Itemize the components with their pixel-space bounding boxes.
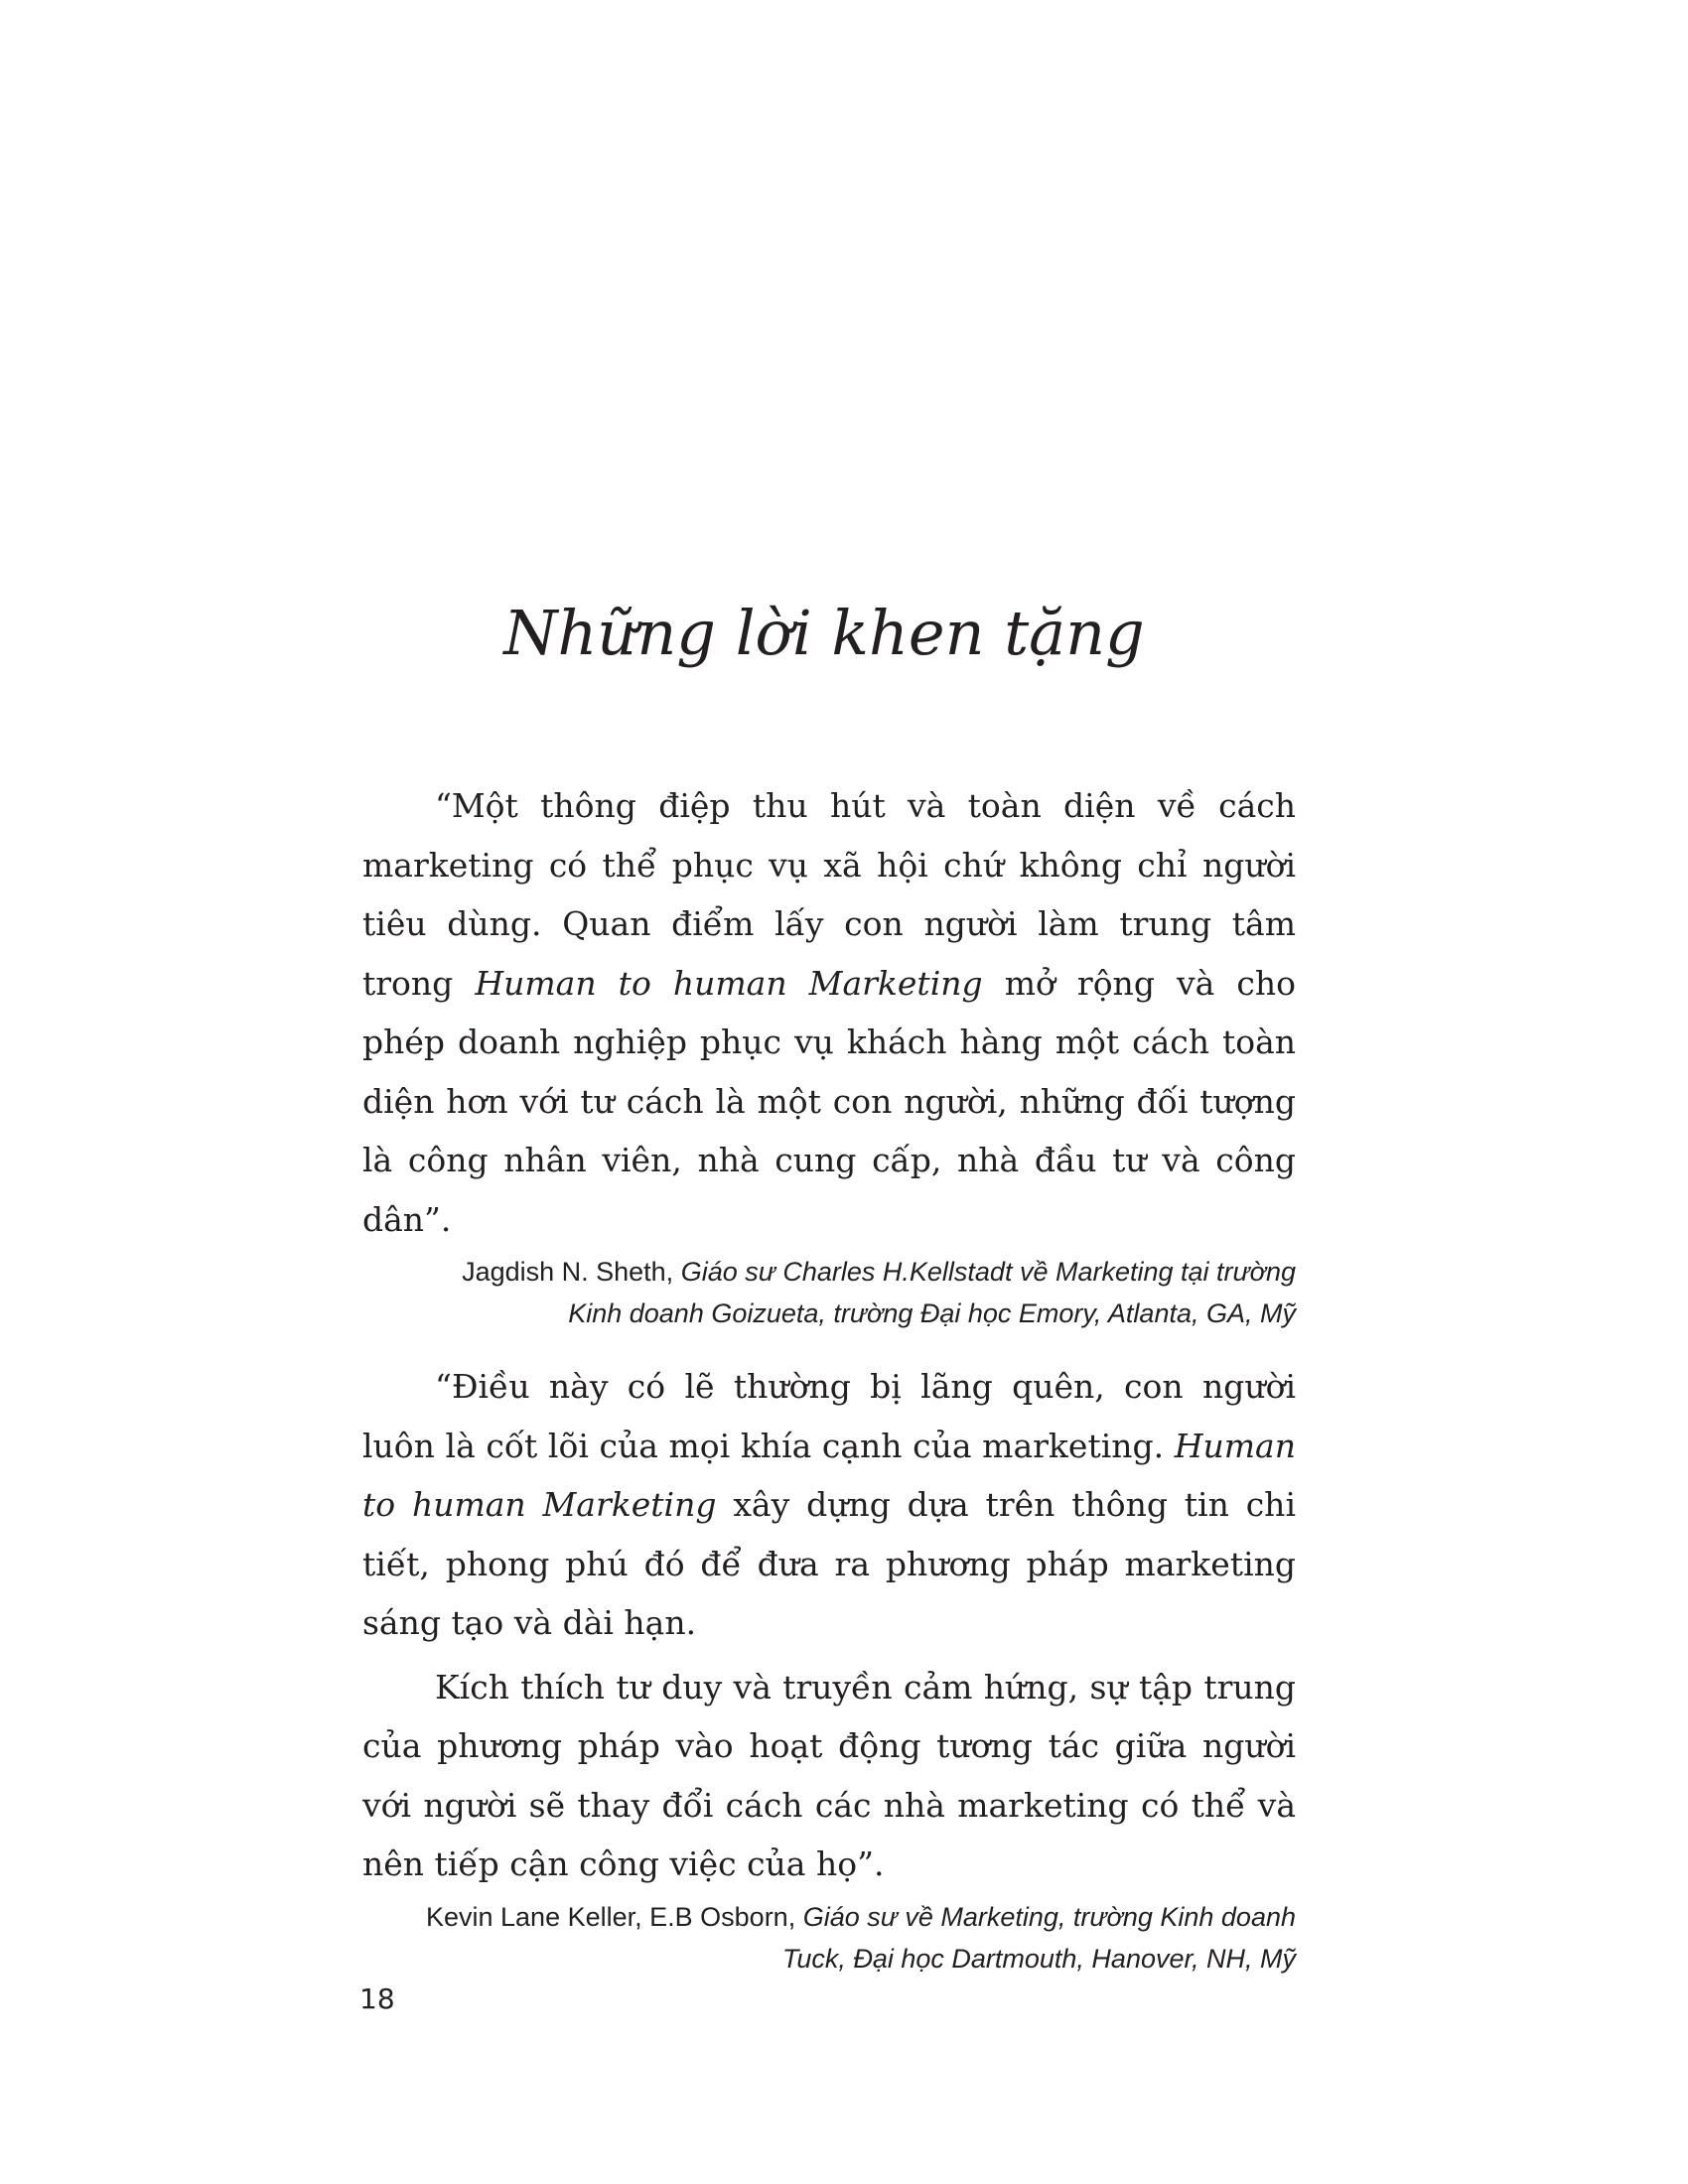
author-role: Giáo sư về Marketing, trường Kinh doanh Tuck, Đại học Dartmouth, Hanover, NH, Mỹ <box>781 1901 1296 1974</box>
testimonial-2-attribution <box>362 1896 1296 1979</box>
author-role: Giáo sư Charles H.Kellstadt về Marketing tại trường Kinh doanh Goizueta, trường Đại học Emory, Atlanta, GA, Mỹ <box>568 1257 1296 1328</box>
author-name: Kevin Lane Keller, E.B Osborn, <box>425 1901 803 1932</box>
author-name: Jagdish N. Sheth, <box>462 1257 681 1287</box>
testimonial-2 <box>362 1357 1296 1979</box>
testimonial-2-quote-2: Kích thích tư duy và truyền cảm hứng, sự tập trung của phương pháp vào hoạt động tương tác giữa người với người sẽ thay đổi cách các nhà marketing có thể và nên tiếp cận công việc của họ”. <box>362 1667 1296 1883</box>
testimonial-1 <box>362 776 1296 1334</box>
testimonial-1-quote: “Một thông điệp thu hút và toàn diện về cách marketing có thể phục vụ xã hội chứ không chỉ người tiêu dùng. Quan điểm lấy con người làm trung tâm trong Human to human Marketing mở rộng và cho phép doanh nghiệp phục vụ khách hàng một cách toàn diện hơn với tư cách là một con người, những đối tượng là công nhân viên, nhà cung cấp, nhà đầu tư và công dân”. <box>362 786 1296 1239</box>
book-title-italic: Human to human Marketing <box>475 963 983 1003</box>
page-title: Những lời khen tặng <box>503 597 1145 669</box>
testimonial-1-attribution <box>362 1251 1296 1334</box>
book-title-italic: Human to human Marketing <box>362 1426 1296 1524</box>
page-number: 18 <box>359 1982 395 2015</box>
testimonial-2-quote-1: “Điều này có lẽ thường bị lãng quên, con người luôn là cốt lõi của mọi khía cạnh của marketing. Human to human Marketing xây dựng dựa trên thông tin chi tiết, phong phú đó để đưa ra phương pháp marketing sáng tạo và dài hạn. <box>362 1367 1296 1642</box>
